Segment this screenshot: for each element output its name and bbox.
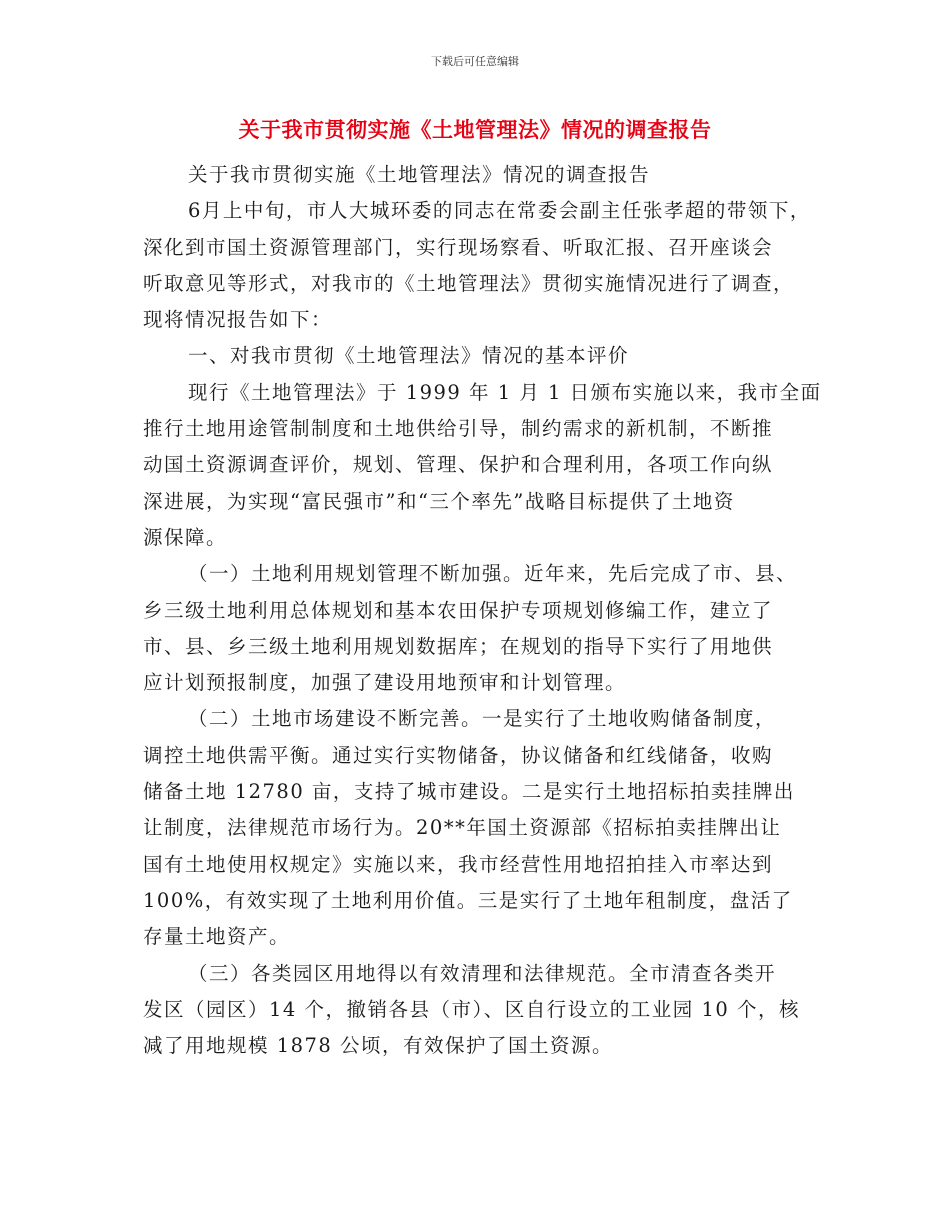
document-title: 关于我市贯彻实施《土地管理法》情况的调查报告 [238,118,712,142]
body-line: 乡三级土地利用总体规划和基本农田保护专项规划修编工作，建立了 [143,598,774,622]
body-line: 国有土地使用权规定》实施以来，我市经营性用地招拍挂入市率达到 [143,852,774,876]
body-line: （三）各类园区用地得以有效清理和法律规范。全市清查各类开 [188,961,777,985]
body-line: 发区（园区）14 个，撤销各县（市）、区自行设立的工业园 10 个，核 [143,997,800,1021]
body-line: （二）土地市场建设不断完善。一是实行了土地收购储备制度， [188,707,777,731]
body-line: 存量土地资产。 [143,925,291,949]
body-line: 源保障。 [143,525,228,549]
body-line: 调控土地供需平衡。通过实行实物储备，协议储备和红线储备，收购 [143,743,774,767]
body-line: 现行《土地管理法》于 1999 年 1 月 1 日颁布实施以来，我市全面 [188,380,822,404]
body-line: 储备土地 12780 亩，支持了城市建设。二是实行土地招标拍卖挂牌出 [143,780,795,804]
body-line: 深化到市国土资源管理部门，实行现场察看、听取汇报、召开座谈会 [143,235,774,259]
body-line: （一）土地利用规划管理不断加强。近年来，先后完成了市、县、 [188,562,798,586]
body-line: 深进展，为实现“富民强市”和“三个率先”战略目标提供了土地资 [143,489,735,513]
section-heading: 一、对我市贯彻《土地管理法》情况的基本评价 [188,344,630,368]
body-line: 6月上中旬，市人大城环委的同志在常委会副主任张孝超的带领下， [188,199,811,223]
body-line: 市、县、乡三级土地利用规划数据库；在规划的指导下实行了用地供 [143,634,774,658]
body-line: 减了用地规模 1878 公顷，有效保护了国土资源。 [143,1034,614,1058]
header-note: 下载后可任意编辑 [431,55,519,68]
body-line: 听取意见等形式，对我市的《土地管理法》贯彻实施情况进行了调查， [143,271,795,295]
document-body [143,157,843,1064]
body-line: 推行土地用途管制制度和土地供给引导，制约需求的新机制，不断推 [143,417,774,441]
body-line: 100%，有效实现了土地利用价值。三是实行了土地年租制度，盘活了 [143,888,793,912]
body-line: 现将情况报告如下： [143,308,333,332]
body-line: 关于我市贯彻实施《土地管理法》情况的调查报告 [188,163,651,186]
body-line: 让制度，法律规范市场行为。20**年国土资源部《招标拍卖挂牌出让 [143,816,782,840]
body-line: 动国土资源调查评价，规划、管理、保护和合理利用，各项工作向纵 [143,453,774,477]
body-line: 应计划预报制度，加强了建设用地预审和计划管理。 [143,671,627,695]
